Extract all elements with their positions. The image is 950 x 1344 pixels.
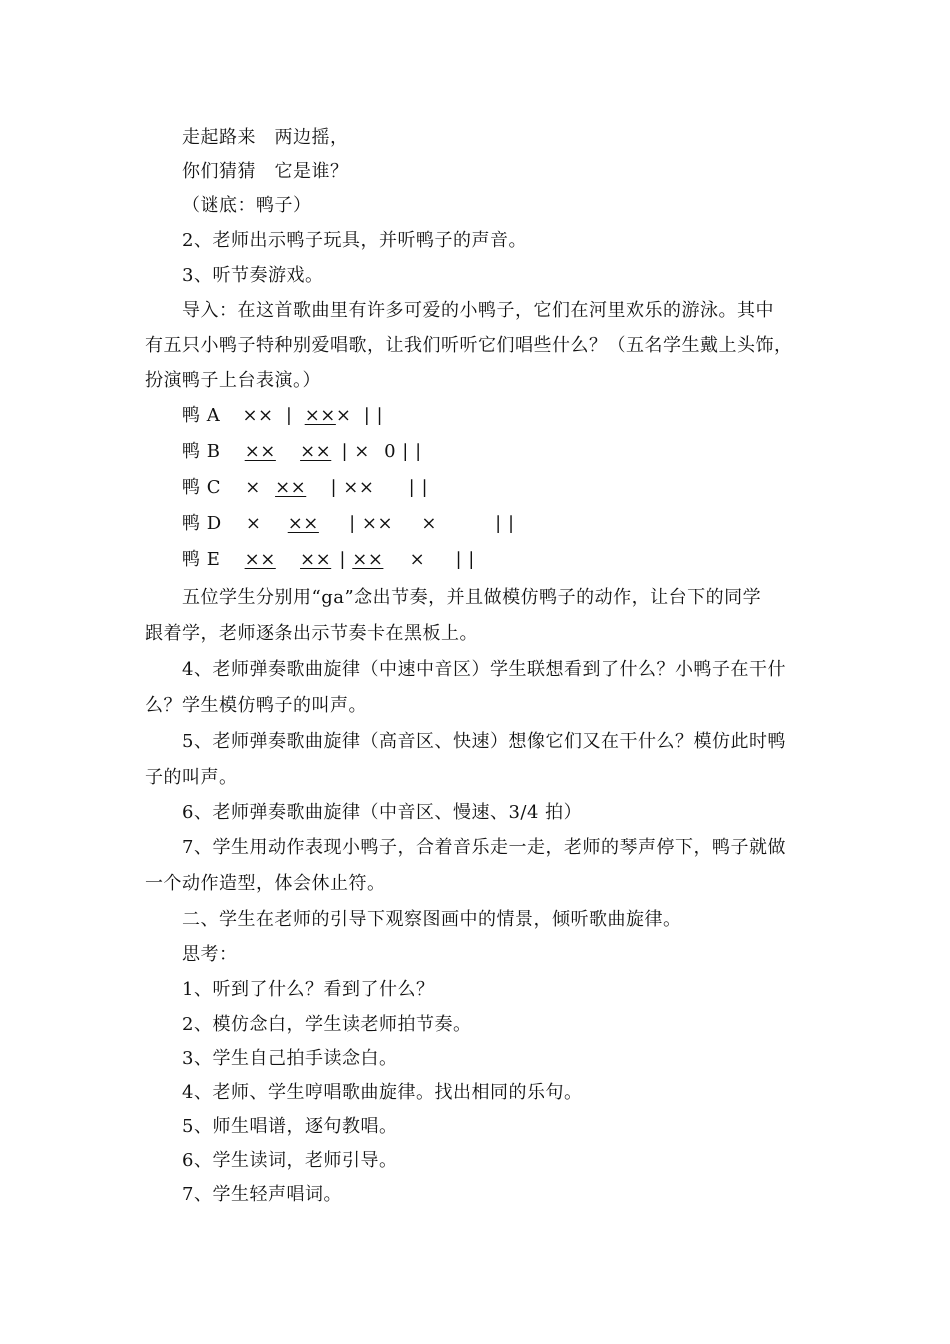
rhythm-token: × xyxy=(335,405,352,426)
think-item: 2、模仿念白，学生读老师拍节奏。 xyxy=(182,1014,472,1035)
think-item: 1、听到了什么？看到了什么？ xyxy=(182,979,435,1000)
intro-line-1: 导入：在这首歌曲里有许多可爱的小鸭子，它们在河里欢乐的游泳。其中 xyxy=(182,300,774,321)
rhythm-row-e xyxy=(182,548,475,572)
rhythm-token: | xyxy=(285,405,293,426)
rhythm-row-a xyxy=(182,404,383,428)
rhythm-token: ×× xyxy=(300,441,332,462)
practice-line-2: 跟着学，老师逐条出示节奏卡在黑板上。 xyxy=(145,623,478,644)
rhythm-token: ×× xyxy=(352,549,384,570)
rhythm-token: × xyxy=(245,513,262,534)
step-5-line-2: 子的叫声。 xyxy=(145,767,238,788)
practice-line-1: 五位学生分别用“ga”念出节奏，并且做模仿鸭子的动作，让台下的同学 xyxy=(182,587,762,608)
step-7-line-1: 7、学生用动作表现小鸭子，合着音乐走一走，老师的琴声停下，鸭子就做 xyxy=(182,837,786,858)
think-label: 思考： xyxy=(182,944,238,965)
rhythm-token: | | xyxy=(408,477,429,498)
rhythm-token: | | xyxy=(363,405,384,426)
rhythm-token: | | xyxy=(495,513,515,534)
rhythm-row-d xyxy=(182,512,515,536)
rhythm-label: 鸭 B xyxy=(182,441,221,462)
rhythm-token: ×× xyxy=(244,441,276,462)
think-item: 4、老师、学生哼唱歌曲旋律。找出相同的乐句。 xyxy=(182,1082,583,1103)
rhythm-token: | × xyxy=(341,441,370,462)
step-4-line-1: 4、老师弹奏歌曲旋律（中速中音区）学生联想看到了什么？小鸭子在干什 xyxy=(182,659,786,680)
section-2-heading: 二、学生在老师的引导下观察图画中的情景，倾听歌曲旋律。 xyxy=(182,909,682,930)
rhythm-token: × xyxy=(377,513,394,534)
step-7-line-2: 一个动作造型，体会休止符。 xyxy=(145,873,386,894)
think-item: 3、学生自己拍手读念白。 xyxy=(182,1048,398,1069)
rhythm-token: ×× xyxy=(242,405,274,426)
intro-line-3: 扮演鸭子上台表演。） xyxy=(145,370,321,391)
rhythm-label: 鸭 A xyxy=(182,405,221,426)
rhythm-token: ×× xyxy=(287,513,319,534)
riddle-line-1: 走起路来 两边摇， xyxy=(182,127,349,148)
step-4-line-2: 么？学生模仿鸭子的叫声。 xyxy=(145,695,367,716)
rhythm-token: | ×× xyxy=(330,477,375,498)
think-item: 5、师生唱谱，逐句教唱。 xyxy=(182,1116,398,1137)
rhythm-token: ×× xyxy=(304,405,336,426)
think-item: 7、学生轻声唱词。 xyxy=(182,1184,342,1205)
step-5-line-1: 5、老师弹奏歌曲旋律（高音区、快速）想像它们又在干什么？模仿此时鸭 xyxy=(182,731,786,752)
rhythm-row-b xyxy=(182,440,422,464)
step-2: 2、老师出示鸭子玩具，并听鸭子的声音。 xyxy=(182,230,527,251)
rhythm-token: | xyxy=(339,549,346,570)
step-3: 3、听节奏游戏。 xyxy=(182,265,324,286)
rhythm-token: ×× xyxy=(244,549,276,570)
riddle-answer: （谜底：鸭子） xyxy=(182,195,312,216)
rhythm-label: 鸭 D xyxy=(182,513,222,534)
rhythm-label: 鸭 C xyxy=(182,477,221,498)
rhythm-row-c xyxy=(182,476,428,500)
intro-line-2: 有五只小鸭子特种别爱唱歌，让我们听听它们唱些什么？（五名学生戴上头饰， xyxy=(145,335,793,356)
rhythm-token: × xyxy=(421,513,437,534)
riddle-line-2: 你们猜猜 它是谁？ xyxy=(182,161,349,182)
rhythm-token: ×× xyxy=(300,549,332,570)
rhythm-token: × xyxy=(245,477,261,498)
rhythm-token: × xyxy=(409,549,426,570)
step-6: 6、老师弹奏歌曲旋律（中音区、慢速、3/4 拍） xyxy=(182,802,583,823)
rhythm-token: | × xyxy=(349,513,378,534)
rhythm-token: ×× xyxy=(275,477,307,498)
think-item: 6、学生读词，老师引导。 xyxy=(182,1150,398,1171)
rhythm-token: | | xyxy=(455,549,475,570)
rhythm-label: 鸭 E xyxy=(182,549,221,570)
rhythm-token: 0 | | xyxy=(384,441,422,462)
